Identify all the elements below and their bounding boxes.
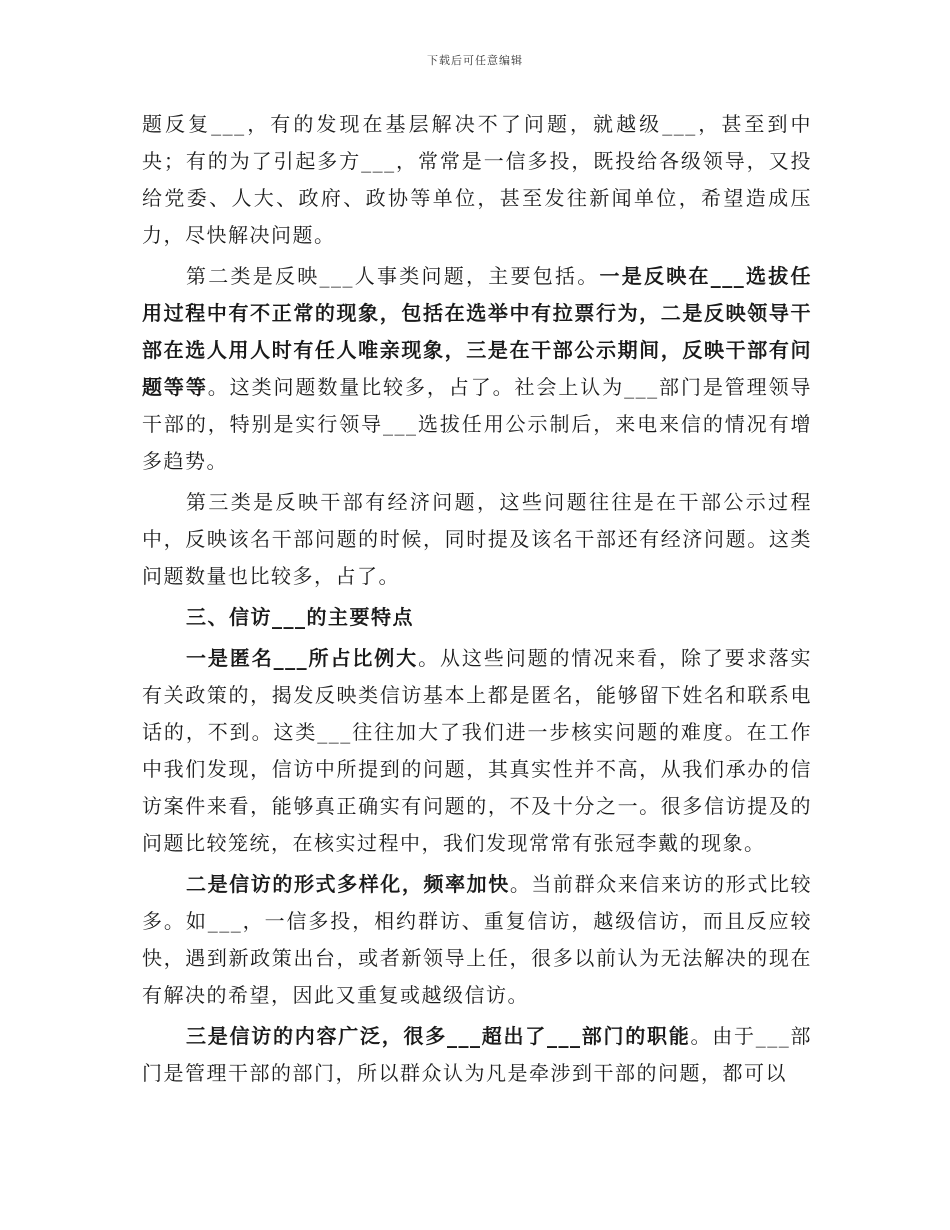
paragraph-bold-text: 三是信访的内容广泛，很多___超出了___部门的职能 <box>186 1024 691 1048</box>
paragraph-bold-text: 二是信访的形式多样化，频率加快 <box>186 872 510 896</box>
paragraph-text: 题反复___，有的发现在基层解决不了问题，就越级___，甚至到中央；有的为了引起多方___，常常是一信多投，既投给各级领导，又投给党委、人大、政府、政协等单位，甚至发往新闻单位，希望造成压力，尽快解决问题。 <box>142 112 812 247</box>
paragraph-text: 。这类问题数量比较多，占了。社会上认为___部门是管理领导干部的，特别是实行领导___选拔任用公示制后，来电来信的情况有增多趋势。 <box>142 375 813 473</box>
paragraph-text: 第二类是反映___人事类问题，主要包括。 <box>186 264 600 288</box>
paragraph <box>142 866 812 1014</box>
paragraph-bold-text: 一是反映在___选拔任用过程中有不正常的现象，包括在选举中有拉票行为，二是反映领导干部在选人用人时有任人唯亲现象，三是在干部公示期间，反映干部有问题等等 <box>142 264 812 399</box>
section-heading-text: 三、信访___的主要特点 <box>186 605 414 629</box>
paragraph <box>142 640 812 862</box>
paragraph-bold-text: 一是匿名___所占比例大 <box>186 646 419 670</box>
paragraph <box>142 1018 812 1092</box>
paragraph-text: 。当前群众来信来访的形式比较多。如___，一信多投，相约群访、重复信访，越级信访，而且反应较快，遇到新政策出台，或者新领导上任，很多以前认为无法解决的现在有解决的希望，因此又重复或越级信访。 <box>142 872 813 1007</box>
paragraph <box>142 484 812 595</box>
paragraph-text: 。由于___部门是管理干部的部门，所以群众认为凡是牵涉到干部的问题，都可以 <box>142 1024 812 1085</box>
paragraph <box>142 258 812 480</box>
page-header: 下载后可任意编辑 <box>427 54 523 67</box>
paragraph-text: 第三类是反映干部有经济问题，这些问题往往是在干部公示过程中，反映该名干部问题的时候，同时提及该名干部还有经济问题。这类问题数量也比较多，占了。 <box>142 490 812 588</box>
paragraph-text: 。从这些问题的情况来看，除了要求落实有关政策的，揭发反映类信访基本上都是匿名，能够留下姓名和联系电话的，不到。这类___往往加大了我们进一步核实问题的难度。在工作中我们发现，信访中所提到的问题，其真实性并不高，从我们承办的信访案件来看，能够真正确实有问题的，不及十分之一。很多信访提及的问题比较笼统，在核实过程中，我们发现常常有张冠李戴的现象。 <box>142 646 813 855</box>
section-heading <box>142 599 812 636</box>
paragraph <box>142 106 812 254</box>
document-body <box>142 106 812 1092</box>
